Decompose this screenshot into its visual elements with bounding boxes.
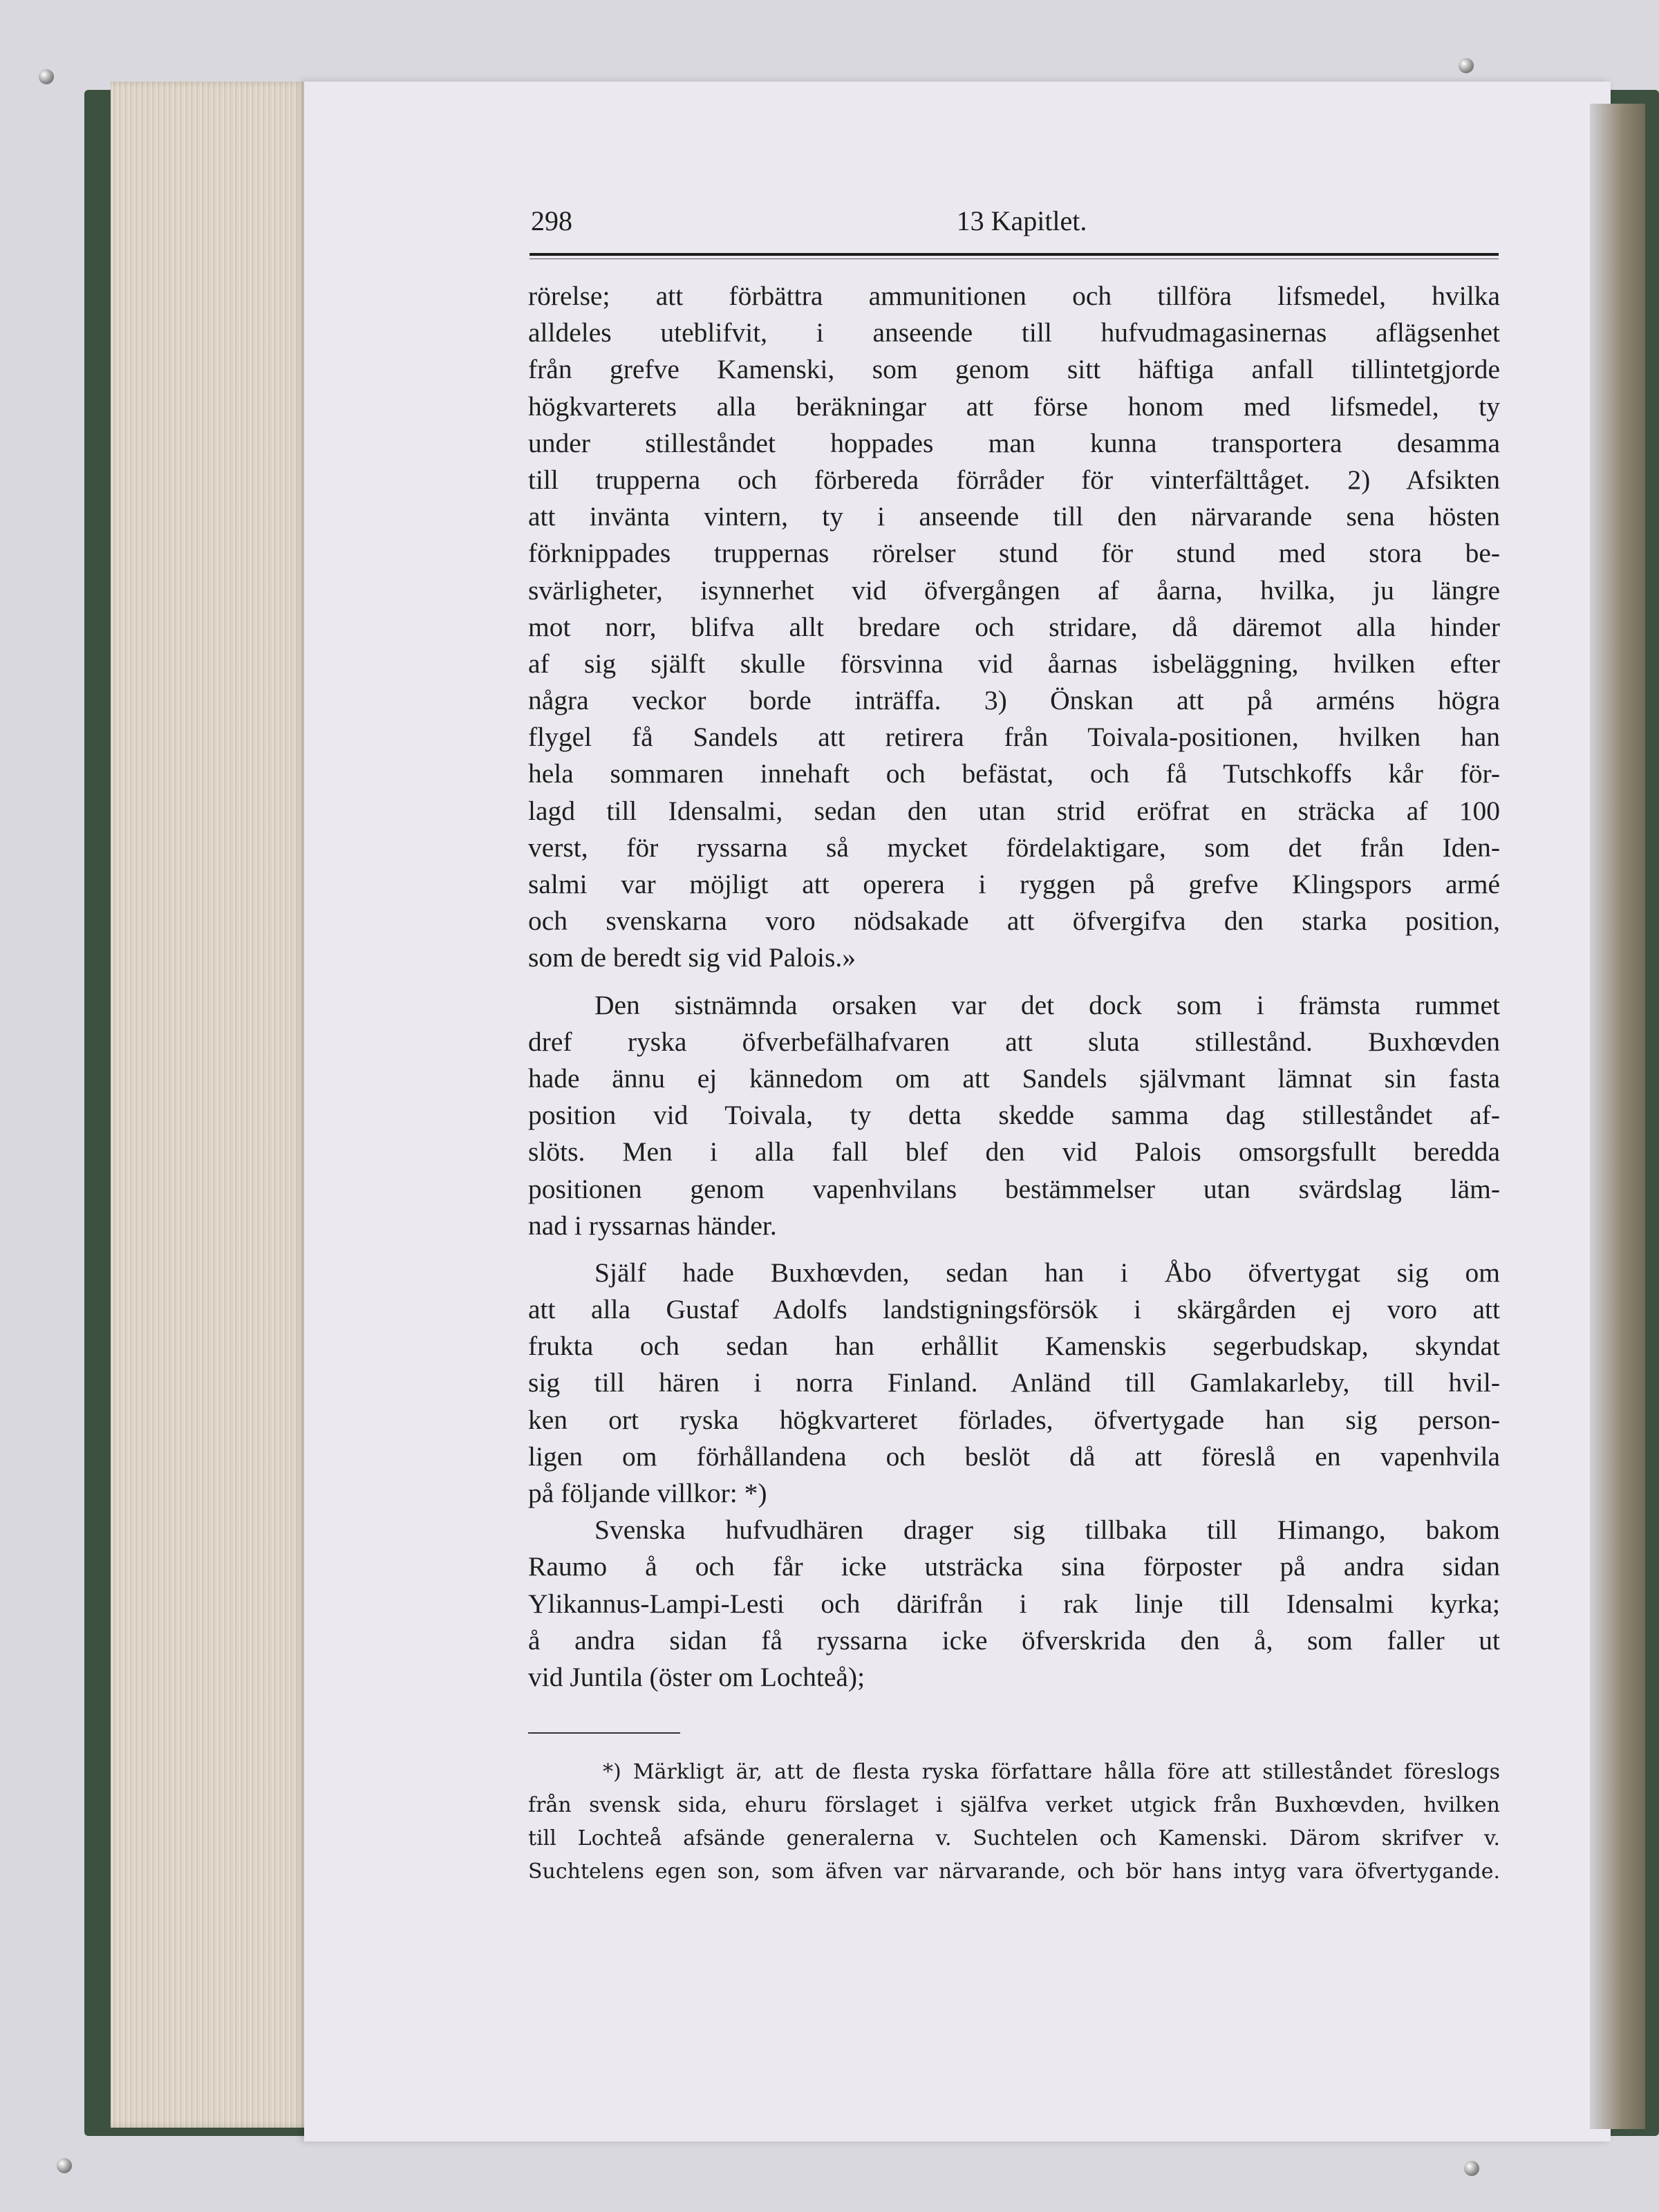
text-line: nad i ryssarnas händer. xyxy=(528,1210,777,1241)
text-line: lagd till Idensalmi, sedan den utan strid eröfrat en sträcka af 100 xyxy=(528,795,1500,826)
text-line: dref ryska öfverbefälhafvaren att sluta stillestånd. Buxhœvden xyxy=(528,1026,1500,1057)
text-line: hela sommaren innehaft och befästat, och få Tutschkoffs kår för- xyxy=(528,758,1500,789)
text-line: sig till hären i norra Finland. Anländ till Gamlakarleby, till hvil- xyxy=(528,1367,1500,1398)
text-line: position vid Toivala, ty detta skedde samma dag stilleståndet af- xyxy=(528,1100,1500,1131)
text-line: salmi var möjligt att operera i ryggen på grefve Klingspors armé xyxy=(528,869,1500,899)
text-line: till trupperna och förbereda förråder för vinterfälttåget. 2) Afsikten xyxy=(528,464,1500,495)
text-line: Själf hade Buxhœvden, sedan han i Åbo öfvertygat sig om xyxy=(594,1257,1500,1288)
footnote-rule xyxy=(528,1732,680,1734)
text-line: slöts. Men i alla fall blef den vid Palois omsorgsfullt beredda xyxy=(528,1136,1500,1168)
text-line: ken ort ryska högkvarteret förlades, öfvertygade han sig person- xyxy=(528,1404,1500,1435)
text-line: under stilleståndet hoppades man kunna transportera desamma xyxy=(528,427,1500,458)
text-line: några veckor borde inträffa. 3) Önskan att på arméns högra xyxy=(528,685,1500,716)
footnote-line: till Lochteå afsände generalerna v. Suchtelen och Kamenski. Därom skrifver v. xyxy=(528,1826,1500,1850)
text-line: alldeles uteblifvit, i anseende till hufvudmagasinernas aflägsenhet xyxy=(528,317,1500,348)
text-line: på följande villkor: *) xyxy=(528,1478,767,1508)
pin-top-left xyxy=(39,69,54,84)
text-line: å andra sidan få ryssarna icke öfverskrida den å, som faller ut xyxy=(528,1624,1500,1656)
pin-bottom-left xyxy=(57,2158,72,2173)
text-line: att alla Gustaf Adolfs landstigningsförsök i skärgården ej voro att xyxy=(528,1294,1500,1325)
pin-top-right xyxy=(1459,58,1474,73)
text-line: som de beredt sig vid Palois.» xyxy=(528,942,856,973)
text-line: högkvarterets alla beräkningar att förse honom med lifsmedel, ty xyxy=(528,391,1500,422)
text-line: mot norr, blifva allt bredare och stridare, då däremot alla hinder xyxy=(528,611,1500,642)
running-header xyxy=(531,205,1499,247)
body-text xyxy=(528,278,1500,1696)
text-line: Den sistnämnda orsaken var det dock som i främsta rummet xyxy=(594,989,1500,1020)
text-line: och svenskarna voro nödsakade att öfvergifva den starka position, xyxy=(528,906,1500,937)
text-line: att invänta vintern, ty i anseende till den närvarande sena hösten xyxy=(528,501,1500,532)
text-line: rörelse; att förbättra ammunitionen och tillföra lifsmedel, hvilka xyxy=(528,281,1500,311)
text-line: Raumo å och får icke utsträcka sina förposter på andra sidan xyxy=(528,1551,1500,1582)
text-line: ligen om förhållandena och beslöt då att föreslå en vapenhvila xyxy=(528,1441,1500,1472)
text-line: frukta och sedan han erhållit Kamenskis segerbudskap, skyndat xyxy=(528,1331,1500,1362)
text-line: af sig själft skulle försvinna vid åarnas isbeläggning, hvilken efter xyxy=(528,648,1500,679)
page-gutter xyxy=(1590,104,1645,2129)
header-rule xyxy=(529,253,1499,256)
text-line: Svenska hufvudhären drager sig tillbaka till Himango, bakom xyxy=(594,1515,1500,1546)
chapter-title: 13 Kapitlet. xyxy=(956,205,1087,236)
text-line: förknippades truppernas rörelser stund för stund med stora be- xyxy=(528,538,1500,569)
text-line: hade ännu ej kännedom om att Sandels självmant lämnat sin fasta xyxy=(528,1062,1500,1094)
footnote-line: från svensk sida, ehuru förslaget i själfva verket utgick från Buxhœvden, hvilken xyxy=(528,1793,1500,1817)
footnote-line: *) Märkligt är, att de flesta ryska författare hålla före att stilleståndet föreslogs xyxy=(603,1760,1500,1784)
text-line: positionen genom vapenhvilans bestämmelser utan svärdslag läm- xyxy=(528,1173,1500,1204)
page-edges xyxy=(111,82,318,2128)
text-line: från grefve Kamenski, som genom sitt häftiga anfall tillintetgjorde xyxy=(528,354,1500,385)
text-line: svärligheter, isynnerhet vid öfvergången af åarna, hvilka, ju längre xyxy=(528,574,1500,606)
footnotes xyxy=(528,1756,1500,1888)
page-number: 298 xyxy=(531,205,572,236)
text-line: flygel få Sandels att retirera från Toivala-positionen, hvilken han xyxy=(528,722,1500,753)
footnote-line: Suchtelens egen son, som äfven var närvarande, och bör hans intyg vara öfvertygande. xyxy=(528,1859,1500,1884)
text-line: vid Juntila (öster om Lochteå); xyxy=(528,1661,865,1692)
text-line: verst, för ryssarna så mycket fördelaktigare, som det från Iden- xyxy=(528,832,1500,863)
text-line: Ylikannus-Lampi-Lesti och därifrån i rak linje till Idensalmi kyrka; xyxy=(528,1588,1500,1619)
pin-bottom-right xyxy=(1464,2161,1479,2176)
